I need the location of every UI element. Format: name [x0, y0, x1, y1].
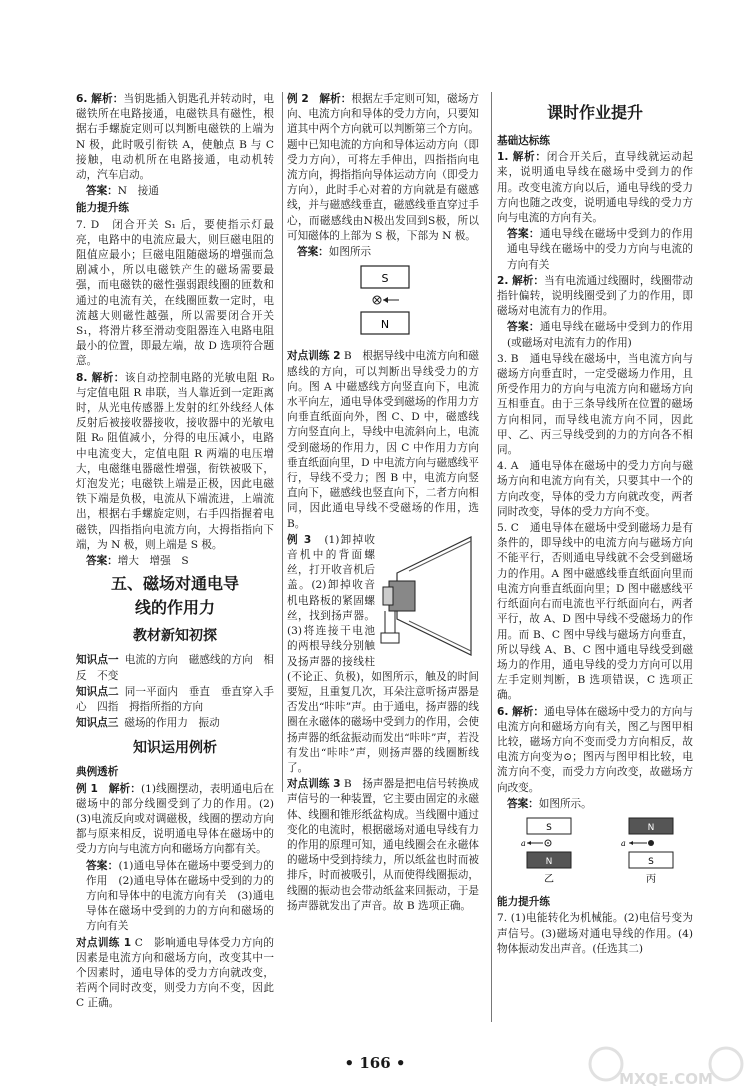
answer-label: 答案： — [297, 246, 329, 259]
example-1-answer — [76, 859, 274, 935]
section-application: 知识运用例析 — [133, 740, 217, 757]
speaker-figure — [379, 535, 479, 657]
hw-q1-label: 1. 解析： — [497, 151, 547, 164]
pole-s-label: S — [381, 272, 389, 286]
fig-bing-label: 丙 — [646, 873, 656, 885]
practice-2-text: B 根据导线中电流方向和磁感线的方向，可以判断出导线受力的方向。图 A 中磁感线方向竖直向下，电流水平向左，通电导体受到磁场的作用力方向垂直纸面向外，图 C、D 中，磁感线方向竖直向上，导线中电流斜向上，电流受到磁场的作用力，因 C 中作用力方向垂直纸面向里，D 中电流方向与磁感线平行，导线不受力；图 B 中，电流方向竖直向下，磁感线也竖直向下，二者方向相同，因此通电导线不受磁场的作用，选 B。 — [287, 350, 479, 530]
kp-text: 同一平面内 垂直 垂直穿入手心 四指 拇指所指的方向 — [76, 685, 275, 713]
example-1-text: (1)线圈摆动，表明通电后在磁场中的部分线圈受到了力的作用。(2)(3)电流反向或对调磁极，线圈的摆动方向都与原来相反，说明通电导体在磁场中的受力方向与电流方向和磁场方向都有关。 — [76, 782, 275, 856]
answer-text: 通电导线在磁场中受到力的作用 通电导线在磁场中的受力方向与电流的方向有关 — [507, 228, 704, 271]
example-2 — [287, 92, 479, 244]
watermark-text: MXQE.COM — [619, 1070, 713, 1088]
answer-text: N 接通 — [117, 185, 159, 198]
practice-2-label: 对点训练 2 — [287, 350, 341, 363]
answer-label: 答案： — [86, 185, 118, 198]
fig-yi-a: a — [521, 838, 526, 848]
example-2-label: 例 2 解析： — [287, 93, 352, 105]
magnet-diagram — [347, 264, 427, 336]
q6-answer — [76, 184, 274, 199]
hw-q7: 7. (1)电能转化为机械能。(2)电信号变为声信号。(3)磁场对通电导线的作用。(4)物体振动发出声音。(任选其二) — [497, 912, 693, 955]
kp-text: 电流的方向 磁感线的方向 相反 不变 — [76, 654, 275, 682]
example-2-text: 根据左手定则可知，磁场方向、电流方向和导体的受力方向，只要知道其中两个方向就可以判断第三个方向。题中已知电流的方向和导体运动方向（即受力方向），可将左手伸出，四指指向电流方向，拇指指向导体运动方向（即受力方向），此时手心对着的方向就是有磁感线，并与磁感线垂直，磁感线垂直穿过手心，而磁感线由N极出发回到S极，所以可知磁体的上部为 S 极，下部为 N 极。 — [287, 93, 479, 242]
answer-text: 如图所示 — [328, 246, 372, 259]
section-new-knowledge: 教材新知初探 — [133, 628, 217, 645]
q7-explanation: 7. D 闭合开关 S₁ 后，要使指示灯最亮，电路中的电流应最大，则巨磁电阻的阻值应最小；巨磁电阻随磁场的增强而急剧减小，所以电磁铁产生的磁场需要最强，而电磁铁的磁性强弱跟线圈的匝数和通过的电流有关，在线圈匝数一定时，电流越大则磁性越强，所以需要闭合开关 S₁，将滑片移至滑动变阻器连入电路电阻最小的位置，即最左端，故 D 选项符合题意。 — [76, 218, 274, 368]
hw-q2-label: 2. 解析： — [497, 274, 545, 287]
q6-label: 6. 解析： — [76, 93, 124, 105]
answer-text: 如图所示。 — [538, 797, 592, 810]
answer-text: 通电导线在磁场中受到力的作用(或磁场对电流有力的作用) — [507, 321, 694, 349]
kp-text: 磁场的作用力 振动 — [124, 717, 220, 730]
speaker-diagram — [379, 535, 479, 657]
practice-1-label: 对点训练 1 — [76, 936, 132, 949]
hw-q2 — [497, 274, 693, 320]
answer-text: 增大 增强 S — [117, 555, 189, 568]
q8-explanation — [76, 371, 274, 553]
hw-q6 — [497, 705, 693, 796]
basic-heading: 基础达标练 — [497, 135, 550, 147]
kp-label: 知识点三 — [76, 717, 119, 730]
q6-text: 当钥匙插入钥匙孔并转动时，电磁铁所在电路接通，电磁铁具有磁性，根据右手螺旋定则可以判断电磁铁的上端为 N 极，此时吸引衔铁 A，使触点 B 与 C 接触，电动机所在电路接通，电动机转动，汽车启动。 — [76, 93, 274, 182]
column-divider-1 — [282, 92, 283, 792]
answer-label: 答案： — [507, 797, 539, 810]
q8-text: 该自动控制电路的光敏电阻 R₀ 与定值电阻 R 串联，当人靠近到一定距离时，从光电传感器上发射的红外线经人体反射后被接收器接收，接收器中的光敏电阻 R₀ 阻值减小，分得的电压减小，电路中电流变大，定值电阻 R 两端的电压增大，电磁继电器磁性增强，衔铁被吸下，灯泡发光；电磁铁上端是正极，因此电磁铁下端是负极，电流从下端流进，上端流出，根据右手螺旋定则，右手四指握着电磁铁，四指指向电流方向，大拇指指向下端，为 N 极，则上端是 S 极。 — [76, 371, 274, 551]
q8-answer — [76, 554, 274, 569]
column-divider-2 — [491, 92, 492, 1022]
example-1 — [76, 782, 274, 858]
answer-label: 答案： — [507, 228, 540, 241]
typical-heading: 典例透析 — [76, 766, 119, 779]
hw-q2-answer — [497, 320, 693, 350]
answer-text: (1)通电导体在磁场中要受到力的作用 (2)通电导体在磁场中受到的力的方向和导体中的电流方向有关 (3)通电导体在磁场中受到的力的方向和磁场的方向有关 — [86, 859, 274, 933]
hw-q3: 3. B 通电导线在磁场中，当电流方向与磁场方向垂直时，一定受磁场力作用，且所受作用力的方向与电流方向和磁场方向互相垂直。由于三条导线所在位置的磁场方向相同，而导线电流方向不同，因此甲、乙、丙三导线受到的力的方向各不相同。 — [497, 352, 693, 457]
kp-label: 知识点一 — [76, 654, 119, 667]
hw-q5: 5. C 通电导体在磁场中受到磁场力是有条件的，即导线中的电流方向与磁场方向不能平行，否则通电导线就不会受到磁场力的作用。A 图中磁感线垂直纸面向里而电流方向垂直纸面向里；D 图中磁感线平行纸面向右而电流也平行纸面向右，两者平行，故 A、D 图中导线不受磁场力的作用。而 B、C 图中导线与磁场方向垂直，所以导线 A、B、C 图中通电导线受到磁场力的作用，通电导线的受力方向可以用左手定则判断，B 选项错误，C 选项正确。 — [497, 522, 693, 702]
practice-1-text: C 影响通电导体受力方向的因素是电流方向和磁场方向，改变其中一个因素时，通电导体的受力方向就改变，若两个同时改变，则受力方向不变，因此 C 正确。 — [76, 936, 274, 1010]
hw-q2-text: 当有电流通过线圈时，线圈带动指针偏转，说明线圈受到了力的作用，即磁场对电流有力的作用。 — [497, 274, 693, 318]
q8-label: 8. 解析： — [76, 371, 125, 384]
hw-q1-answer — [497, 227, 704, 273]
hw-q6-text: 通电导体在磁场中受力的方向与电流方向和磁场方向有关，图乙与图甲相比较，磁场方向不变而受力方向相反，故电流方向变为⊙；图丙与图甲相比较，电流方向不变，而受力方向改变，故磁场方向改变。 — [497, 705, 693, 794]
q6-explanation — [76, 92, 274, 183]
example-1-label: 例 1 解析： — [76, 782, 141, 795]
knowledge-point-2 — [76, 685, 274, 715]
q6-figures — [497, 816, 693, 891]
ability-heading: 能力提升练 — [76, 202, 129, 215]
fig-bing-n: N — [647, 822, 655, 833]
answer-label: 答案： — [507, 321, 540, 334]
fig-yi-n: N — [545, 856, 553, 867]
hw-q1-text: 闭合开关后，直导线就运动起来，说明通电导线在磁场中受到力的作用。改变电流方向以后，通电导线的受力方向也随之改变，说明通电导线的受力方向与电流的方向有关。 — [497, 151, 693, 225]
practice-3-text: B 扬声器是把电信号转换成声信号的一种装置，它主要由固定的永磁体、线圈和锥形纸盆构成。当线圈中通过变化的电流时，根据磁场对通电导线有力的作用的原理可知，通电线圈会在永磁体的磁场中受到持续力，所以纸盆也时而被排斥，时而被吸引，从而使得线圈振动，线圈的振动也会带动纸盆来回振动，于是扬声器就发出了声音。故 B 选项正确。 — [287, 778, 479, 912]
hw-q6-label: 6. 解析： — [497, 705, 545, 718]
answer-label: 答案： — [86, 859, 119, 872]
knowledge-point-3 — [76, 716, 274, 731]
practice-3-label: 对点训练 3 — [287, 778, 341, 791]
column-middle — [287, 92, 479, 915]
magnet-figure — [287, 264, 479, 341]
fig-yi-s: S — [546, 822, 552, 833]
column-left — [76, 92, 274, 1013]
practice-1 — [76, 936, 274, 1012]
example-3-text: (1)卸掉收音机中的背面螺丝，打开收音机后盖。(2)卸掉收音机电路板的紧固螺丝，找到扬声器。(3)将连接干电池的两根导线分别触及扬声器的接线柱(不论正、负极)，如图所示，触及的时间要短，且重复几次，耳朵注意听扬声器是否发出“咔咔”声。由于通电，扬声器的线圈在永磁体的磁场中受到力的作用，会使扬声器的纸盆振动而发出“咔咔”声，若没有发出“咔咔”声，则扬声器的线圈断线了。 — [287, 533, 479, 774]
fig-yi-label: 乙 — [544, 873, 554, 885]
practice-2 — [287, 349, 479, 531]
hw-q4: 4. A 通电导体在磁场中的受力方向与磁场方向和电流方向有关，只要其中一个的方向改变，导体的受力方向就改变，两者同时改变，导体的受力方向不变。 — [497, 460, 693, 518]
homework-title: 课时作业提升 — [546, 103, 643, 122]
column-right — [497, 92, 704, 958]
lesson-title-line1: 五、磁场对通电导 — [110, 574, 239, 594]
example-3-block — [287, 533, 479, 776]
fig-bing-s: S — [648, 856, 654, 867]
example-3-label: 例 3 — [287, 533, 312, 546]
fig-bing-a: a — [621, 838, 626, 848]
ability-heading-2: 能力提升练 — [497, 896, 550, 909]
pole-n-label: N — [380, 318, 390, 332]
watermark-logo — [586, 1044, 746, 1088]
practice-3 — [287, 777, 479, 914]
page-number: • 166 • — [344, 1054, 406, 1072]
answer-label: 答案： — [86, 555, 118, 568]
hw-q1 — [497, 150, 693, 226]
kp-label: 知识点二 — [76, 685, 119, 698]
hw-q6-answer — [497, 797, 693, 812]
q6-magnet-diagrams — [517, 816, 697, 886]
lesson-title-line2: 线的作用力 — [134, 598, 215, 618]
knowledge-point-1 — [76, 653, 274, 683]
example-2-answer — [287, 245, 479, 260]
